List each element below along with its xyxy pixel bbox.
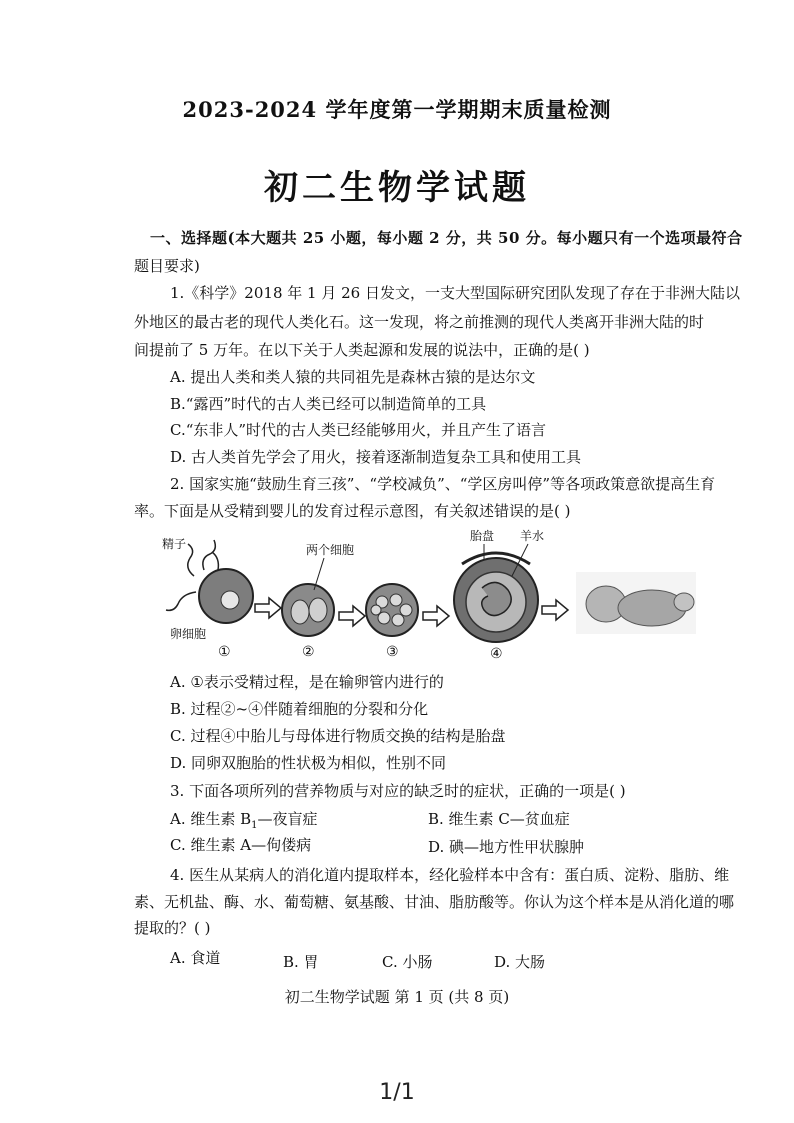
q4-option-d: D. 大肠 — [494, 953, 546, 971]
q3-option-a-prefix: A. 维生素 B — [170, 810, 252, 828]
q2-stem-line1: 2. 国家实施“鼓励生育三孩”、“学校减负”、“学区房叫停”等各项政策意欲提高生育 — [170, 475, 716, 493]
page-footer: 初二生物学试题 第 1 页 (共 8 页) — [284, 988, 510, 1006]
q4-option-c: C. 小肠 — [382, 953, 433, 971]
egg-nucleus-shape — [221, 591, 239, 609]
q3-option-a-subscript: 1 — [251, 820, 258, 831]
sperm-tail-2 — [203, 540, 215, 570]
q1-option-a: A. 提出人类和类人猿的共同祖先是森林古猿的是达尔文 — [170, 368, 536, 386]
stage-number-4: ④ — [490, 646, 503, 662]
label-placenta: 胎盘 — [470, 529, 495, 543]
baby-knee-shape — [674, 593, 694, 611]
sperm-tail-4 — [212, 552, 218, 570]
q1-option-b: B.“露西”时代的古人类已经可以制造简单的工具 — [170, 395, 487, 413]
q1-option-c: C.“东非人”时代的古人类已经能够用火，并且产生了语言 — [170, 421, 547, 439]
q4-option-a: A. 食道 — [170, 949, 221, 967]
sperm-tail-3 — [166, 592, 196, 610]
q4-option-b: B. 胃 — [283, 953, 319, 971]
q2-option-d: D. 同卵双胞胎的性状极为相似，性别不同 — [170, 754, 447, 772]
q4-stem-line1: 4. 医生从某病人的消化道内提取样本，经化验样本中含有：蛋白质、淀粉、脂肪、维 — [170, 866, 730, 884]
stage-number-2: ② — [302, 644, 315, 660]
arrow-2-icon — [339, 606, 365, 626]
stage-3-morula — [366, 584, 418, 636]
arrow-3-icon — [423, 606, 449, 626]
q1-stem-line3: 间提前了 5 万年。在以下关于人类起源和发展的说法中，正确的是( ) — [134, 341, 590, 359]
morula-cell-5 — [392, 614, 404, 626]
page-indicator: 1/1 — [379, 1080, 415, 1105]
stage-5-baby — [576, 572, 696, 634]
q1-stem-line2: 外地区的最古老的现代人类化石。这一发现，将之前推测的现代人类离开非洲大陆的时 — [134, 313, 705, 331]
section-instructions-line1: 一、选择题(本大题共 25 小题，每小题 2 分，共 50 分。每小题只有一个选项最符合 — [150, 229, 743, 247]
q4-stem-line2: 素、无机盐、酶、水、葡萄糖、氨基酸、甘油、脂肪酸等。你认为这个样本是从消化道的哪 — [134, 893, 735, 911]
q3-stem: 3. 下面各项所列的营养物质与对应的缺乏时的症状，正确的一项是( ) — [170, 782, 626, 800]
morula-cell-3 — [400, 604, 412, 616]
section-instructions-line2: 题目要求) — [134, 257, 200, 275]
q3-option-b: B. 维生素 C—贫血症 — [428, 810, 570, 828]
q3-option-a — [170, 809, 318, 836]
two-cells-pointer — [314, 558, 324, 590]
stage-number-1: ① — [218, 644, 231, 660]
morula-cell-2 — [390, 594, 402, 606]
q3-option-c: C. 维生素 A—佝偻病 — [170, 836, 312, 854]
subject-title: 初二生物学试题 — [264, 168, 530, 208]
stage-1-fertilization — [166, 540, 253, 623]
q1-stem-line1: 1.《科学》2018 年 1 月 26 日发文，一支大型国际研究团队发现了存在于非洲大陆以 — [170, 284, 740, 302]
exam-title: 2023-2024 学年度第一学期期末质量检测 — [182, 97, 612, 122]
arrow-4-icon — [542, 600, 568, 620]
stage-number-3: ③ — [386, 644, 399, 660]
cell-a-shape — [291, 600, 309, 624]
label-amniotic-fluid: 羊水 — [520, 529, 545, 543]
q3-option-d: D. 碘—地方性甲状腺肿 — [428, 838, 585, 856]
stage-2-two-cells — [282, 584, 334, 636]
q4-stem-line3: 提取的？( ) — [134, 919, 211, 937]
label-egg: 卵细胞 — [170, 627, 207, 641]
morula-cell-6 — [371, 605, 381, 615]
cell-b-shape — [309, 598, 327, 622]
q2-option-a: A. ①表示受精过程，是在输卵管内进行的 — [170, 673, 444, 691]
baby-body-shape — [618, 590, 686, 626]
q2-option-c: C. 过程④中胎儿与母体进行物质交换的结构是胎盘 — [170, 727, 506, 745]
label-two-cells: 两个细胞 — [306, 543, 355, 557]
q2-stem-line2: 率。下面是从受精到婴儿的发育过程示意图，有关叙述错误的是( ) — [134, 502, 571, 520]
q1-option-d: D. 古人类首先学会了用火，接着逐渐制造复杂工具和使用工具 — [170, 448, 582, 466]
label-sperm: 精子 — [162, 537, 187, 551]
stage-4-fetus — [454, 553, 538, 642]
q3-option-a-suffix: —夜盲症 — [257, 810, 318, 828]
development-diagram — [140, 524, 720, 664]
arrow-1-icon — [255, 598, 281, 618]
q2-option-b: B. 过程②~④伴随着细胞的分裂和分化 — [170, 700, 429, 718]
sperm-tail-1 — [188, 544, 194, 576]
